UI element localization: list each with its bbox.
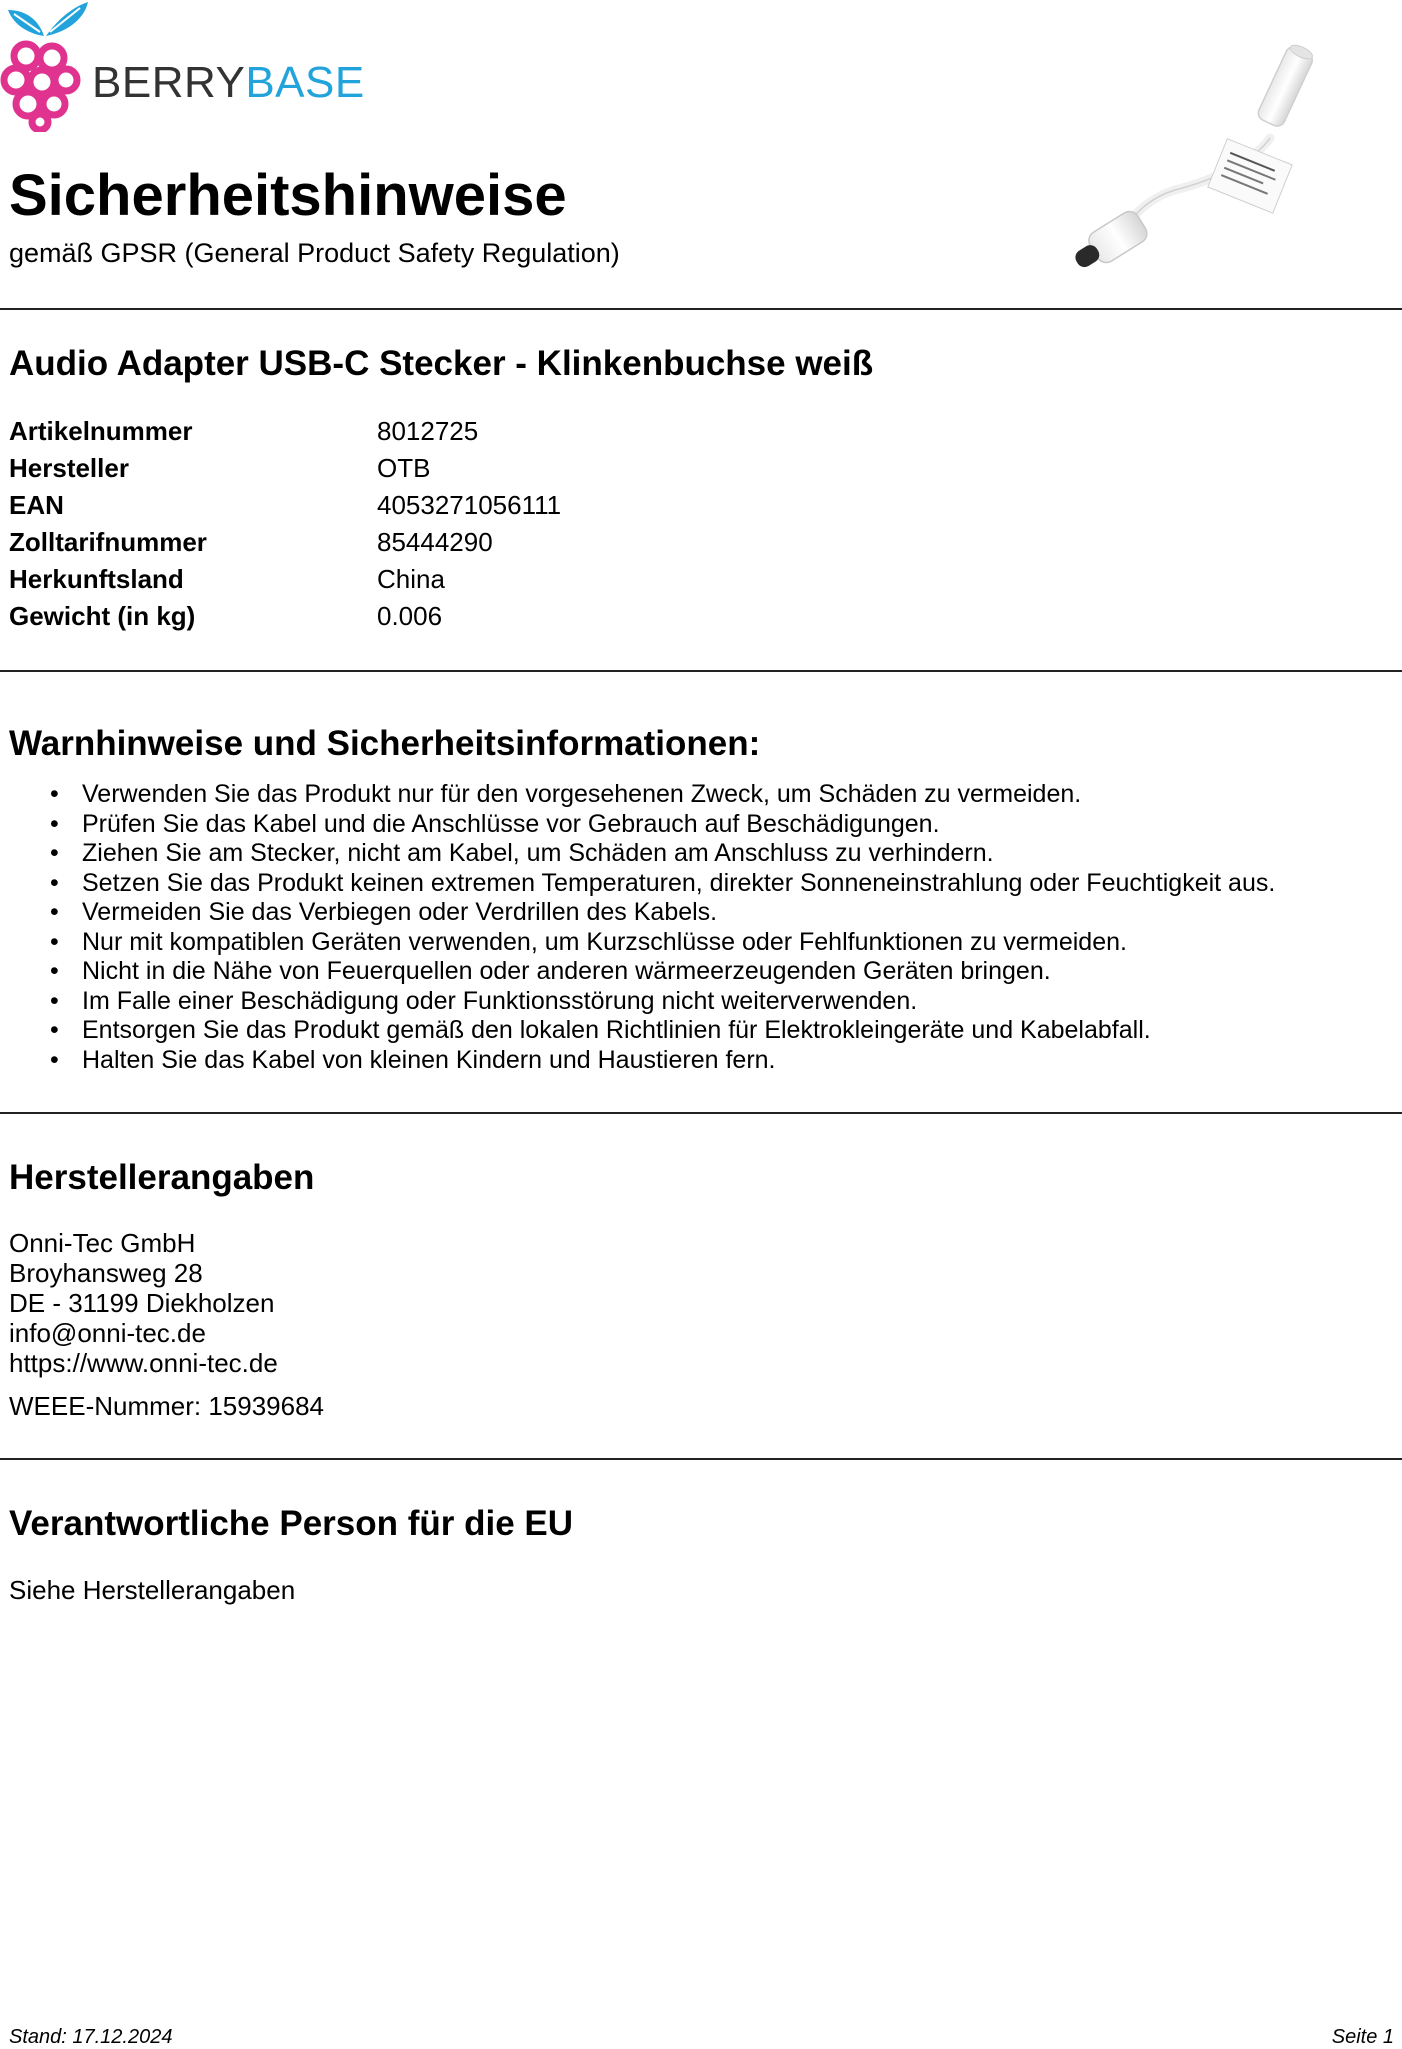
warning-item: • Setzen Sie das Produkt keinen extremen Temperaturen, direkter Sonneneinstrahlung oder Feuchtigkeit aus.: [50, 869, 1275, 899]
spec-label: EAN: [9, 490, 64, 520]
spec-row: [9, 598, 561, 635]
spec-row: [9, 450, 561, 487]
warning-item: • Prüfen Sie das Kabel und die Anschlüsse vor Gebrauch auf Beschädigungen.: [50, 810, 1275, 840]
spec-value: 4053271056111: [377, 490, 562, 520]
spec-label: Artikelnummer: [9, 416, 193, 446]
warning-item: • Halten Sie das Kabel von kleinen Kindern und Haustieren fern.: [50, 1046, 1275, 1076]
spec-value: 8012725: [377, 416, 479, 446]
spec-label: Herkunftsland: [9, 564, 184, 594]
brand-part-2: BASE: [245, 58, 365, 107]
spec-value: OTB: [377, 453, 431, 483]
warning-item: • Entsorgen Sie das Produkt gemäß den lokalen Richtlinien für Elektrokleingeräte und Kabelabfall.: [50, 1016, 1275, 1046]
brand-wordmark: [92, 58, 365, 108]
divider: [0, 1112, 1402, 1114]
manufacturer-heading: Herstellerangaben: [9, 1158, 315, 1197]
manufacturer-website[interactable]: https://www.onni-tec.de: [9, 1348, 278, 1378]
footer-page-number: Seite 1: [1331, 2026, 1394, 2048]
warning-item: • Vermeiden Sie das Verbiegen oder Verdrillen des Kabels.: [50, 898, 1275, 928]
warnings-heading: Warnhinweise und Sicherheitsinformationen:: [9, 724, 761, 763]
divider: [0, 1458, 1402, 1460]
divider: [0, 670, 1402, 672]
page-title: Sicherheitshinweise: [9, 163, 567, 228]
manufacturer-street: Broyhansweg 28: [9, 1258, 203, 1288]
warnings-list: [50, 780, 1275, 1075]
spec-value: China: [377, 564, 445, 594]
spec-row: [9, 524, 561, 561]
warning-item: • Ziehen Sie am Stecker, nicht am Kabel, um Schäden am Anschluss zu verhindern.: [50, 839, 1275, 869]
manufacturer-name: Onni-Tec GmbH: [9, 1228, 196, 1258]
warning-item: • Verwenden Sie das Produkt nur für den vorgesehenen Zweck, um Schäden zu vermeiden.: [50, 780, 1275, 810]
warning-item: • Im Falle einer Beschädigung oder Funktionsstörung nicht weiterverwenden.: [50, 987, 1275, 1017]
page-subtitle: gemäß GPSR (General Product Safety Regulation): [9, 238, 620, 268]
spec-row: [9, 561, 561, 598]
warning-item: • Nur mit kompatiblen Geräten verwenden, um Kurzschlüsse oder Fehlfunktionen zu vermeiden.: [50, 928, 1275, 958]
spec-row: [9, 413, 561, 450]
berrybase-logo: [0, 0, 365, 132]
spec-value: 85444290: [377, 527, 493, 557]
manufacturer-city: DE - 31199 Diekholzen: [9, 1288, 275, 1318]
spec-label: Zolltarifnummer: [9, 527, 207, 557]
eu-responsible-text: Siehe Herstellerangaben: [9, 1575, 296, 1605]
footer-date: Stand: 17.12.2024: [9, 2026, 173, 2048]
spec-table: [9, 413, 561, 635]
berry-icon: [0, 0, 92, 132]
eu-heading: Verantwortliche Person für die EU: [9, 1504, 574, 1543]
spec-value: 0.006: [377, 601, 443, 631]
warning-item: • Nicht in die Nähe von Feuerquellen oder anderen wärmeerzeugenden Geräten bringen.: [50, 957, 1275, 987]
spec-label: Gewicht (in kg): [9, 601, 196, 631]
product-image: [1065, 40, 1325, 290]
spec-row: [9, 487, 561, 524]
manufacturer-address: [9, 1228, 278, 1378]
weee-number: WEEE-Nummer: 15939684: [9, 1391, 325, 1421]
divider: [0, 308, 1402, 310]
spec-label: Hersteller: [9, 453, 129, 483]
brand-part-1: BERRY: [92, 58, 246, 107]
product-name: Audio Adapter USB-C Stecker - Klinkenbuchse weiß: [9, 344, 874, 383]
manufacturer-email[interactable]: info@onni-tec.de: [9, 1318, 206, 1348]
